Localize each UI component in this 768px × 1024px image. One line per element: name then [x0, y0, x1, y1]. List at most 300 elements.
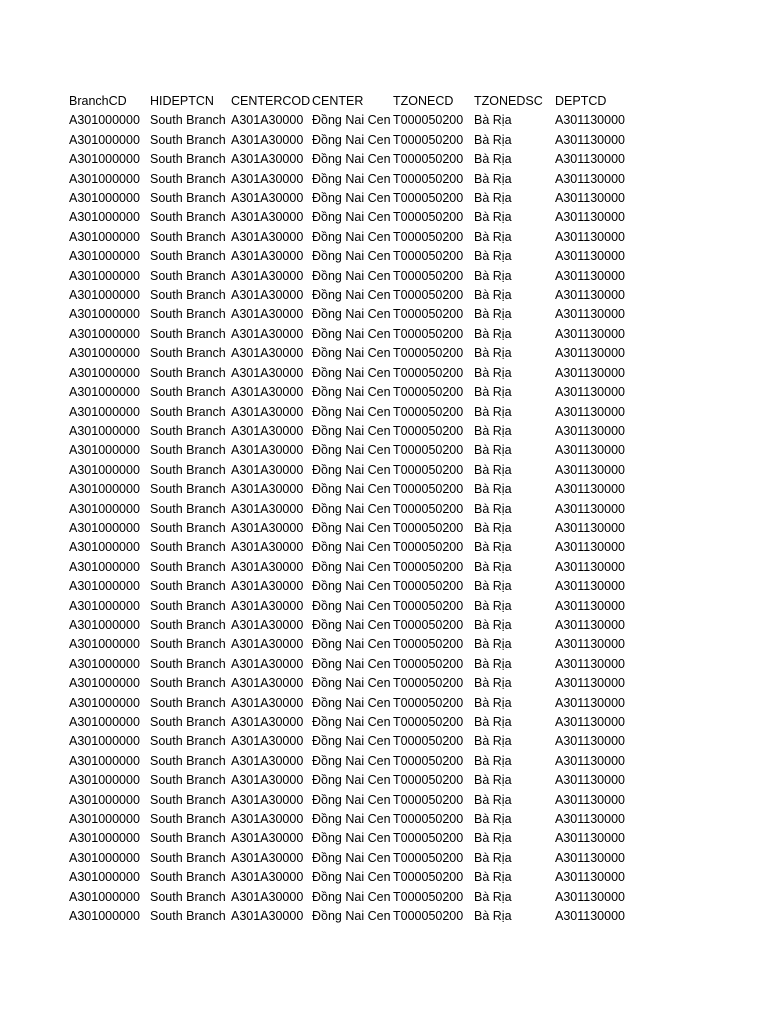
cell-centercod[interactable]: A301A30000 — [231, 423, 304, 438]
cell-centercod[interactable]: A301A30000 — [231, 579, 304, 594]
cell-tzonecd[interactable]: T000050200 — [393, 482, 464, 497]
cell-tzonecd[interactable]: T000050200 — [393, 889, 464, 904]
cell-centercod[interactable]: A301A30000 — [231, 307, 304, 322]
cell-center[interactable]: Đồng Nai Cen — [312, 909, 391, 924]
header-center[interactable]: CENTER — [312, 94, 364, 108]
cell-center[interactable]: Đồng Nai Cen — [312, 171, 391, 186]
cell-branchcd[interactable]: A301000000 — [69, 482, 140, 497]
cell-hideptcn[interactable]: South Branch — [150, 734, 226, 749]
cell-hideptcn[interactable]: South Branch — [150, 520, 226, 535]
cell-deptcd[interactable]: A301130000 — [555, 171, 625, 186]
cell-center[interactable]: Đồng Nai Cen — [312, 812, 391, 827]
cell-center[interactable]: Đồng Nai Cen — [312, 152, 391, 167]
cell-branchcd[interactable]: A301000000 — [69, 191, 140, 206]
cell-deptcd[interactable]: A301130000 — [555, 191, 625, 206]
cell-branchcd[interactable]: A301000000 — [69, 443, 140, 458]
cell-tzonedsc[interactable]: Bà Rịa — [474, 365, 512, 380]
cell-center[interactable]: Đồng Nai Cen — [312, 307, 391, 322]
cell-branchcd[interactable]: A301000000 — [69, 385, 140, 400]
cell-deptcd[interactable]: A301130000 — [555, 404, 625, 419]
cell-deptcd[interactable]: A301130000 — [555, 152, 625, 167]
cell-branchcd[interactable]: A301000000 — [69, 288, 140, 303]
cell-tzonedsc[interactable]: Bà Rịa — [474, 792, 512, 807]
cell-hideptcn[interactable]: South Branch — [150, 385, 226, 400]
cell-hideptcn[interactable]: South Branch — [150, 831, 226, 846]
cell-tzonedsc[interactable]: Bà Rịa — [474, 831, 512, 846]
cell-center[interactable]: Đồng Nai Cen — [312, 676, 391, 691]
cell-center[interactable]: Đồng Nai Cen — [312, 734, 391, 749]
cell-center[interactable]: Đồng Nai Cen — [312, 132, 391, 147]
cell-branchcd[interactable]: A301000000 — [69, 617, 140, 632]
cell-tzonedsc[interactable]: Bà Rịa — [474, 501, 512, 516]
cell-branchcd[interactable]: A301000000 — [69, 423, 140, 438]
cell-branchcd[interactable]: A301000000 — [69, 365, 140, 380]
cell-branchcd[interactable]: A301000000 — [69, 734, 140, 749]
cell-hideptcn[interactable]: South Branch — [150, 715, 226, 729]
cell-centercod[interactable]: A301A30000 — [231, 870, 304, 885]
cell-centercod[interactable]: A301A30000 — [231, 656, 304, 671]
cell-tzonecd[interactable]: T000050200 — [393, 909, 464, 924]
cell-tzonedsc[interactable]: Bà Rịa — [474, 249, 512, 264]
cell-hideptcn[interactable]: South Branch — [150, 268, 226, 283]
cell-tzonecd[interactable]: T000050200 — [393, 773, 464, 788]
cell-deptcd[interactable]: A301130000 — [555, 773, 625, 788]
cell-branchcd[interactable]: A301000000 — [69, 889, 140, 904]
cell-tzonedsc[interactable]: Bà Rịa — [474, 889, 512, 904]
cell-centercod[interactable]: A301A30000 — [231, 268, 304, 283]
cell-deptcd[interactable]: A301130000 — [555, 715, 625, 729]
cell-hideptcn[interactable]: South Branch — [150, 132, 226, 147]
cell-branchcd[interactable]: A301000000 — [69, 268, 140, 283]
cell-center[interactable]: Đồng Nai Cen — [312, 656, 391, 671]
cell-hideptcn[interactable]: South Branch — [150, 462, 226, 477]
cell-tzonecd[interactable]: T000050200 — [393, 617, 464, 632]
cell-deptcd[interactable]: A301130000 — [555, 676, 625, 691]
cell-deptcd[interactable]: A301130000 — [555, 695, 625, 710]
cell-hideptcn[interactable]: South Branch — [150, 152, 226, 167]
cell-center[interactable]: Đồng Nai Cen — [312, 831, 391, 846]
cell-tzonecd[interactable]: T000050200 — [393, 812, 464, 827]
cell-tzonecd[interactable]: T000050200 — [393, 540, 464, 555]
cell-hideptcn[interactable]: South Branch — [150, 210, 226, 225]
cell-centercod[interactable]: A301A30000 — [231, 676, 304, 691]
cell-tzonecd[interactable]: T000050200 — [393, 753, 464, 768]
cell-branchcd[interactable]: A301000000 — [69, 695, 140, 710]
cell-center[interactable]: Đồng Nai Cen — [312, 520, 391, 535]
cell-centercod[interactable]: A301A30000 — [231, 171, 304, 186]
cell-hideptcn[interactable]: South Branch — [150, 191, 226, 206]
cell-centercod[interactable]: A301A30000 — [231, 404, 304, 419]
cell-center[interactable]: Đồng Nai Cen — [312, 501, 391, 516]
cell-tzonedsc[interactable]: Bà Rịa — [474, 656, 512, 671]
cell-hideptcn[interactable]: South Branch — [150, 249, 226, 264]
cell-branchcd[interactable]: A301000000 — [69, 773, 140, 788]
cell-deptcd[interactable]: A301130000 — [555, 268, 625, 283]
cell-hideptcn[interactable]: South Branch — [150, 909, 226, 924]
cell-tzonecd[interactable]: T000050200 — [393, 249, 464, 264]
cell-centercod[interactable]: A301A30000 — [231, 734, 304, 749]
cell-centercod[interactable]: A301A30000 — [231, 889, 304, 904]
cell-tzonedsc[interactable]: Bà Rịa — [474, 385, 512, 400]
cell-branchcd[interactable]: A301000000 — [69, 870, 140, 885]
cell-branchcd[interactable]: A301000000 — [69, 326, 140, 341]
cell-hideptcn[interactable]: South Branch — [150, 229, 226, 244]
cell-tzonedsc[interactable]: Bà Rịa — [474, 307, 512, 322]
cell-centercod[interactable]: A301A30000 — [231, 249, 304, 264]
cell-tzonedsc[interactable]: Bà Rịa — [474, 812, 512, 827]
cell-tzonedsc[interactable]: Bà Rịa — [474, 850, 512, 865]
cell-tzonedsc[interactable]: Bà Rịa — [474, 346, 512, 361]
cell-tzonedsc[interactable]: Bà Rịa — [474, 520, 512, 535]
header-centercod[interactable]: CENTERCOD — [231, 94, 311, 108]
cell-centercod[interactable]: A301A30000 — [231, 113, 304, 128]
cell-center[interactable]: Đồng Nai Cen — [312, 326, 391, 341]
cell-tzonedsc[interactable]: Bà Rịa — [474, 326, 512, 341]
cell-branchcd[interactable]: A301000000 — [69, 307, 140, 322]
cell-tzonecd[interactable]: T000050200 — [393, 288, 464, 303]
cell-tzonecd[interactable]: T000050200 — [393, 346, 464, 361]
cell-deptcd[interactable]: A301130000 — [555, 792, 625, 807]
cell-centercod[interactable]: A301A30000 — [231, 812, 304, 827]
cell-deptcd[interactable]: A301130000 — [555, 288, 625, 303]
cell-tzonedsc[interactable]: Bà Rịa — [474, 482, 512, 497]
cell-tzonecd[interactable]: T000050200 — [393, 113, 464, 128]
cell-deptcd[interactable]: A301130000 — [555, 909, 625, 924]
cell-deptcd[interactable]: A301130000 — [555, 210, 625, 225]
cell-deptcd[interactable]: A301130000 — [555, 385, 625, 400]
cell-center[interactable]: Đồng Nai Cen — [312, 462, 391, 477]
cell-deptcd[interactable]: A301130000 — [555, 850, 625, 865]
header-deptcd[interactable]: DEPTCD — [555, 94, 607, 108]
cell-hideptcn[interactable]: South Branch — [150, 773, 226, 788]
cell-center[interactable]: Đồng Nai Cen — [312, 889, 391, 904]
cell-branchcd[interactable]: A301000000 — [69, 676, 140, 691]
cell-center[interactable]: Đồng Nai Cen — [312, 579, 391, 594]
cell-tzonecd[interactable]: T000050200 — [393, 870, 464, 885]
cell-tzonedsc[interactable]: Bà Rịa — [474, 229, 512, 244]
cell-center[interactable]: Đồng Nai Cen — [312, 385, 391, 400]
cell-tzonedsc[interactable]: Bà Rịa — [474, 423, 512, 438]
cell-deptcd[interactable]: A301130000 — [555, 346, 625, 361]
cell-tzonecd[interactable]: T000050200 — [393, 229, 464, 244]
cell-tzonecd[interactable]: T000050200 — [393, 695, 464, 710]
cell-centercod[interactable]: A301A30000 — [231, 695, 304, 710]
cell-hideptcn[interactable]: South Branch — [150, 889, 226, 904]
cell-tzonecd[interactable]: T000050200 — [393, 365, 464, 380]
cell-branchcd[interactable]: A301000000 — [69, 520, 140, 535]
cell-deptcd[interactable]: A301130000 — [555, 559, 625, 574]
cell-centercod[interactable]: A301A30000 — [231, 443, 304, 458]
cell-hideptcn[interactable]: South Branch — [150, 637, 226, 652]
cell-center[interactable]: Đồng Nai Cen — [312, 482, 391, 497]
cell-tzonecd[interactable]: T000050200 — [393, 462, 464, 477]
cell-centercod[interactable]: A301A30000 — [231, 365, 304, 380]
cell-centercod[interactable]: A301A30000 — [231, 501, 304, 516]
cell-hideptcn[interactable]: South Branch — [150, 346, 226, 361]
cell-tzonedsc[interactable]: Bà Rịa — [474, 191, 512, 206]
cell-deptcd[interactable]: A301130000 — [555, 889, 625, 904]
cell-tzonecd[interactable]: T000050200 — [393, 268, 464, 283]
cell-hideptcn[interactable]: South Branch — [150, 695, 226, 710]
cell-hideptcn[interactable]: South Branch — [150, 171, 226, 186]
cell-tzonedsc[interactable]: Bà Rịa — [474, 404, 512, 419]
cell-deptcd[interactable]: A301130000 — [555, 423, 625, 438]
cell-center[interactable]: Đồng Nai Cen — [312, 753, 391, 768]
cell-tzonedsc[interactable]: Bà Rịa — [474, 617, 512, 632]
cell-branchcd[interactable]: A301000000 — [69, 132, 140, 147]
cell-tzonecd[interactable]: T000050200 — [393, 656, 464, 671]
cell-tzonedsc[interactable]: Bà Rịa — [474, 870, 512, 885]
cell-tzonedsc[interactable]: Bà Rịa — [474, 540, 512, 555]
cell-hideptcn[interactable]: South Branch — [150, 423, 226, 438]
cell-center[interactable]: Đồng Nai Cen — [312, 404, 391, 419]
cell-hideptcn[interactable]: South Branch — [150, 753, 226, 768]
cell-deptcd[interactable]: A301130000 — [555, 753, 625, 768]
cell-tzonecd[interactable]: T000050200 — [393, 559, 464, 574]
cell-center[interactable]: Đồng Nai Cen — [312, 850, 391, 865]
cell-tzonedsc[interactable]: Bà Rịa — [474, 462, 512, 477]
cell-branchcd[interactable]: A301000000 — [69, 792, 140, 807]
cell-hideptcn[interactable]: South Branch — [150, 288, 226, 303]
cell-tzonecd[interactable]: T000050200 — [393, 132, 464, 147]
cell-centercod[interactable]: A301A30000 — [231, 462, 304, 477]
cell-hideptcn[interactable]: South Branch — [150, 501, 226, 516]
cell-hideptcn[interactable]: South Branch — [150, 850, 226, 865]
cell-branchcd[interactable]: A301000000 — [69, 831, 140, 846]
cell-branchcd[interactable]: A301000000 — [69, 656, 140, 671]
cell-center[interactable]: Đồng Nai Cen — [312, 540, 391, 555]
cell-branchcd[interactable]: A301000000 — [69, 598, 140, 613]
cell-branchcd[interactable]: A301000000 — [69, 171, 140, 186]
cell-hideptcn[interactable]: South Branch — [150, 870, 226, 885]
cell-hideptcn[interactable]: South Branch — [150, 540, 226, 555]
cell-tzonedsc[interactable]: Bà Rịa — [474, 909, 512, 924]
cell-hideptcn[interactable]: South Branch — [150, 113, 226, 128]
cell-tzonedsc[interactable]: Bà Rịa — [474, 132, 512, 147]
cell-tzonecd[interactable]: T000050200 — [393, 171, 464, 186]
cell-tzonedsc[interactable]: Bà Rịa — [474, 268, 512, 283]
cell-tzonecd[interactable]: T000050200 — [393, 850, 464, 865]
cell-deptcd[interactable]: A301130000 — [555, 229, 625, 244]
cell-branchcd[interactable]: A301000000 — [69, 540, 140, 555]
cell-tzonedsc[interactable]: Bà Rịa — [474, 288, 512, 303]
cell-branchcd[interactable]: A301000000 — [69, 229, 140, 244]
cell-deptcd[interactable]: A301130000 — [555, 579, 625, 594]
cell-hideptcn[interactable]: South Branch — [150, 656, 226, 671]
cell-tzonecd[interactable]: T000050200 — [393, 152, 464, 167]
cell-tzonedsc[interactable]: Bà Rịa — [474, 152, 512, 167]
header-tzonedsc[interactable]: TZONEDSC — [474, 94, 543, 108]
cell-branchcd[interactable]: A301000000 — [69, 850, 140, 865]
cell-centercod[interactable]: A301A30000 — [231, 288, 304, 303]
cell-centercod[interactable]: A301A30000 — [231, 831, 304, 846]
cell-centercod[interactable]: A301A30000 — [231, 385, 304, 400]
cell-hideptcn[interactable]: South Branch — [150, 307, 226, 322]
cell-centercod[interactable]: A301A30000 — [231, 229, 304, 244]
cell-hideptcn[interactable]: South Branch — [150, 326, 226, 341]
cell-tzonecd[interactable]: T000050200 — [393, 501, 464, 516]
cell-centercod[interactable]: A301A30000 — [231, 346, 304, 361]
cell-tzonedsc[interactable]: Bà Rịa — [474, 676, 512, 691]
cell-hideptcn[interactable]: South Branch — [150, 598, 226, 613]
cell-tzonedsc[interactable]: Bà Rịa — [474, 695, 512, 710]
cell-center[interactable]: Đồng Nai Cen — [312, 443, 391, 458]
cell-tzonecd[interactable]: T000050200 — [393, 520, 464, 535]
cell-tzonecd[interactable]: T000050200 — [393, 385, 464, 400]
cell-centercod[interactable]: A301A30000 — [231, 598, 304, 613]
cell-center[interactable]: Đồng Nai Cen — [312, 792, 391, 807]
cell-centercod[interactable]: A301A30000 — [231, 559, 304, 574]
header-tzonecd[interactable]: TZONECD — [393, 94, 454, 108]
cell-deptcd[interactable]: A301130000 — [555, 870, 625, 885]
cell-tzonedsc[interactable]: Bà Rịa — [474, 773, 512, 788]
cell-branchcd[interactable]: A301000000 — [69, 404, 140, 419]
cell-deptcd[interactable]: A301130000 — [555, 365, 625, 380]
cell-centercod[interactable]: A301A30000 — [231, 773, 304, 788]
cell-branchcd[interactable]: A301000000 — [69, 249, 140, 264]
cell-branchcd[interactable]: A301000000 — [69, 579, 140, 594]
cell-hideptcn[interactable]: South Branch — [150, 365, 226, 380]
cell-tzonecd[interactable]: T000050200 — [393, 598, 464, 613]
cell-centercod[interactable]: A301A30000 — [231, 715, 304, 729]
cell-center[interactable]: Đồng Nai Cen — [312, 249, 391, 264]
cell-hideptcn[interactable]: South Branch — [150, 482, 226, 497]
cell-centercod[interactable]: A301A30000 — [231, 210, 304, 225]
cell-hideptcn[interactable]: South Branch — [150, 443, 226, 458]
cell-tzonecd[interactable]: T000050200 — [393, 443, 464, 458]
cell-tzonedsc[interactable]: Bà Rịa — [474, 579, 512, 594]
cell-tzonecd[interactable]: T000050200 — [393, 637, 464, 652]
cell-deptcd[interactable]: A301130000 — [555, 520, 625, 535]
cell-deptcd[interactable]: A301130000 — [555, 831, 625, 846]
cell-tzonecd[interactable]: T000050200 — [393, 326, 464, 341]
cell-deptcd[interactable]: A301130000 — [555, 617, 625, 632]
header-hideptcn[interactable]: HIDEPTCN — [150, 94, 214, 108]
cell-hideptcn[interactable]: South Branch — [150, 812, 226, 827]
cell-tzonecd[interactable]: T000050200 — [393, 715, 464, 729]
cell-deptcd[interactable]: A301130000 — [555, 501, 625, 516]
cell-branchcd[interactable]: A301000000 — [69, 637, 140, 652]
cell-center[interactable]: Đồng Nai Cen — [312, 637, 391, 652]
cell-tzonedsc[interactable]: Bà Rịa — [474, 637, 512, 652]
cell-center[interactable]: Đồng Nai Cen — [312, 210, 391, 225]
cell-centercod[interactable]: A301A30000 — [231, 152, 304, 167]
cell-tzonedsc[interactable]: Bà Rịa — [474, 753, 512, 768]
cell-centercod[interactable]: A301A30000 — [231, 753, 304, 768]
cell-tzonecd[interactable]: T000050200 — [393, 831, 464, 846]
cell-deptcd[interactable]: A301130000 — [555, 249, 625, 264]
cell-tzonedsc[interactable]: Bà Rịa — [474, 443, 512, 458]
cell-tzonedsc[interactable]: Bà Rịa — [474, 171, 512, 186]
cell-tzonedsc[interactable]: Bà Rịa — [474, 559, 512, 574]
header-branchcd[interactable]: BranchCD — [69, 94, 127, 108]
cell-deptcd[interactable]: A301130000 — [555, 812, 625, 827]
cell-center[interactable]: Đồng Nai Cen — [312, 229, 391, 244]
cell-hideptcn[interactable]: South Branch — [150, 579, 226, 594]
cell-branchcd[interactable]: A301000000 — [69, 559, 140, 574]
cell-tzonecd[interactable]: T000050200 — [393, 210, 464, 225]
cell-center[interactable]: Đồng Nai Cen — [312, 365, 391, 380]
cell-center[interactable]: Đồng Nai Cen — [312, 598, 391, 613]
cell-branchcd[interactable]: A301000000 — [69, 501, 140, 516]
cell-center[interactable]: Đồng Nai Cen — [312, 191, 391, 206]
cell-deptcd[interactable]: A301130000 — [555, 443, 625, 458]
cell-tzonedsc[interactable]: Bà Rịa — [474, 598, 512, 613]
cell-branchcd[interactable]: A301000000 — [69, 715, 140, 729]
cell-tzonedsc[interactable]: Bà Rịa — [474, 210, 512, 225]
cell-center[interactable]: Đồng Nai Cen — [312, 695, 391, 710]
cell-hideptcn[interactable]: South Branch — [150, 404, 226, 419]
cell-deptcd[interactable]: A301130000 — [555, 656, 625, 671]
cell-tzonedsc[interactable]: Bà Rịa — [474, 113, 512, 128]
cell-centercod[interactable]: A301A30000 — [231, 132, 304, 147]
cell-center[interactable]: Đồng Nai Cen — [312, 288, 391, 303]
cell-branchcd[interactable]: A301000000 — [69, 152, 140, 167]
cell-centercod[interactable]: A301A30000 — [231, 191, 304, 206]
cell-tzonedsc[interactable]: Bà Rịa — [474, 715, 512, 729]
cell-centercod[interactable]: A301A30000 — [231, 326, 304, 341]
cell-center[interactable]: Đồng Nai Cen — [312, 773, 391, 788]
cell-branchcd[interactable]: A301000000 — [69, 812, 140, 827]
cell-deptcd[interactable]: A301130000 — [555, 113, 625, 128]
cell-deptcd[interactable]: A301130000 — [555, 598, 625, 613]
cell-center[interactable]: Đồng Nai Cen — [312, 423, 391, 438]
cell-centercod[interactable]: A301A30000 — [231, 617, 304, 632]
cell-center[interactable]: Đồng Nai Cen — [312, 113, 391, 128]
cell-centercod[interactable]: A301A30000 — [231, 909, 304, 924]
cell-branchcd[interactable]: A301000000 — [69, 753, 140, 768]
cell-centercod[interactable]: A301A30000 — [231, 850, 304, 865]
cell-tzonecd[interactable]: T000050200 — [393, 676, 464, 691]
cell-center[interactable]: Đồng Nai Cen — [312, 268, 391, 283]
cell-deptcd[interactable]: A301130000 — [555, 734, 625, 749]
cell-tzonecd[interactable]: T000050200 — [393, 579, 464, 594]
cell-tzonecd[interactable]: T000050200 — [393, 792, 464, 807]
cell-centercod[interactable]: A301A30000 — [231, 520, 304, 535]
cell-deptcd[interactable]: A301130000 — [555, 132, 625, 147]
cell-branchcd[interactable]: A301000000 — [69, 462, 140, 477]
cell-deptcd[interactable]: A301130000 — [555, 637, 625, 652]
cell-tzonecd[interactable]: T000050200 — [393, 423, 464, 438]
cell-deptcd[interactable]: A301130000 — [555, 540, 625, 555]
cell-hideptcn[interactable]: South Branch — [150, 617, 226, 632]
cell-hideptcn[interactable]: South Branch — [150, 559, 226, 574]
cell-tzonedsc[interactable]: Bà Rịa — [474, 734, 512, 749]
cell-hideptcn[interactable]: South Branch — [150, 676, 226, 691]
cell-tzonecd[interactable]: T000050200 — [393, 734, 464, 749]
cell-centercod[interactable]: A301A30000 — [231, 792, 304, 807]
cell-branchcd[interactable]: A301000000 — [69, 210, 140, 225]
cell-hideptcn[interactable]: South Branch — [150, 792, 226, 807]
cell-centercod[interactable]: A301A30000 — [231, 540, 304, 555]
cell-branchcd[interactable]: A301000000 — [69, 113, 140, 128]
cell-branchcd[interactable]: A301000000 — [69, 346, 140, 361]
cell-deptcd[interactable]: A301130000 — [555, 326, 625, 341]
cell-center[interactable]: Đồng Nai Cen — [312, 559, 391, 574]
cell-deptcd[interactable]: A301130000 — [555, 482, 625, 497]
cell-center[interactable]: Đồng Nai Cen — [312, 870, 391, 885]
cell-tzonecd[interactable]: T000050200 — [393, 404, 464, 419]
cell-centercod[interactable]: A301A30000 — [231, 482, 304, 497]
cell-center[interactable]: Đồng Nai Cen — [312, 617, 391, 632]
cell-centercod[interactable]: A301A30000 — [231, 637, 304, 652]
cell-branchcd[interactable]: A301000000 — [69, 909, 140, 924]
cell-tzonecd[interactable]: T000050200 — [393, 307, 464, 322]
cell-center[interactable]: Đồng Nai Cen — [312, 346, 391, 361]
cell-deptcd[interactable]: A301130000 — [555, 462, 625, 477]
cell-center[interactable]: Đồng Nai Cen — [312, 715, 391, 729]
cell-tzonecd[interactable]: T000050200 — [393, 191, 464, 206]
